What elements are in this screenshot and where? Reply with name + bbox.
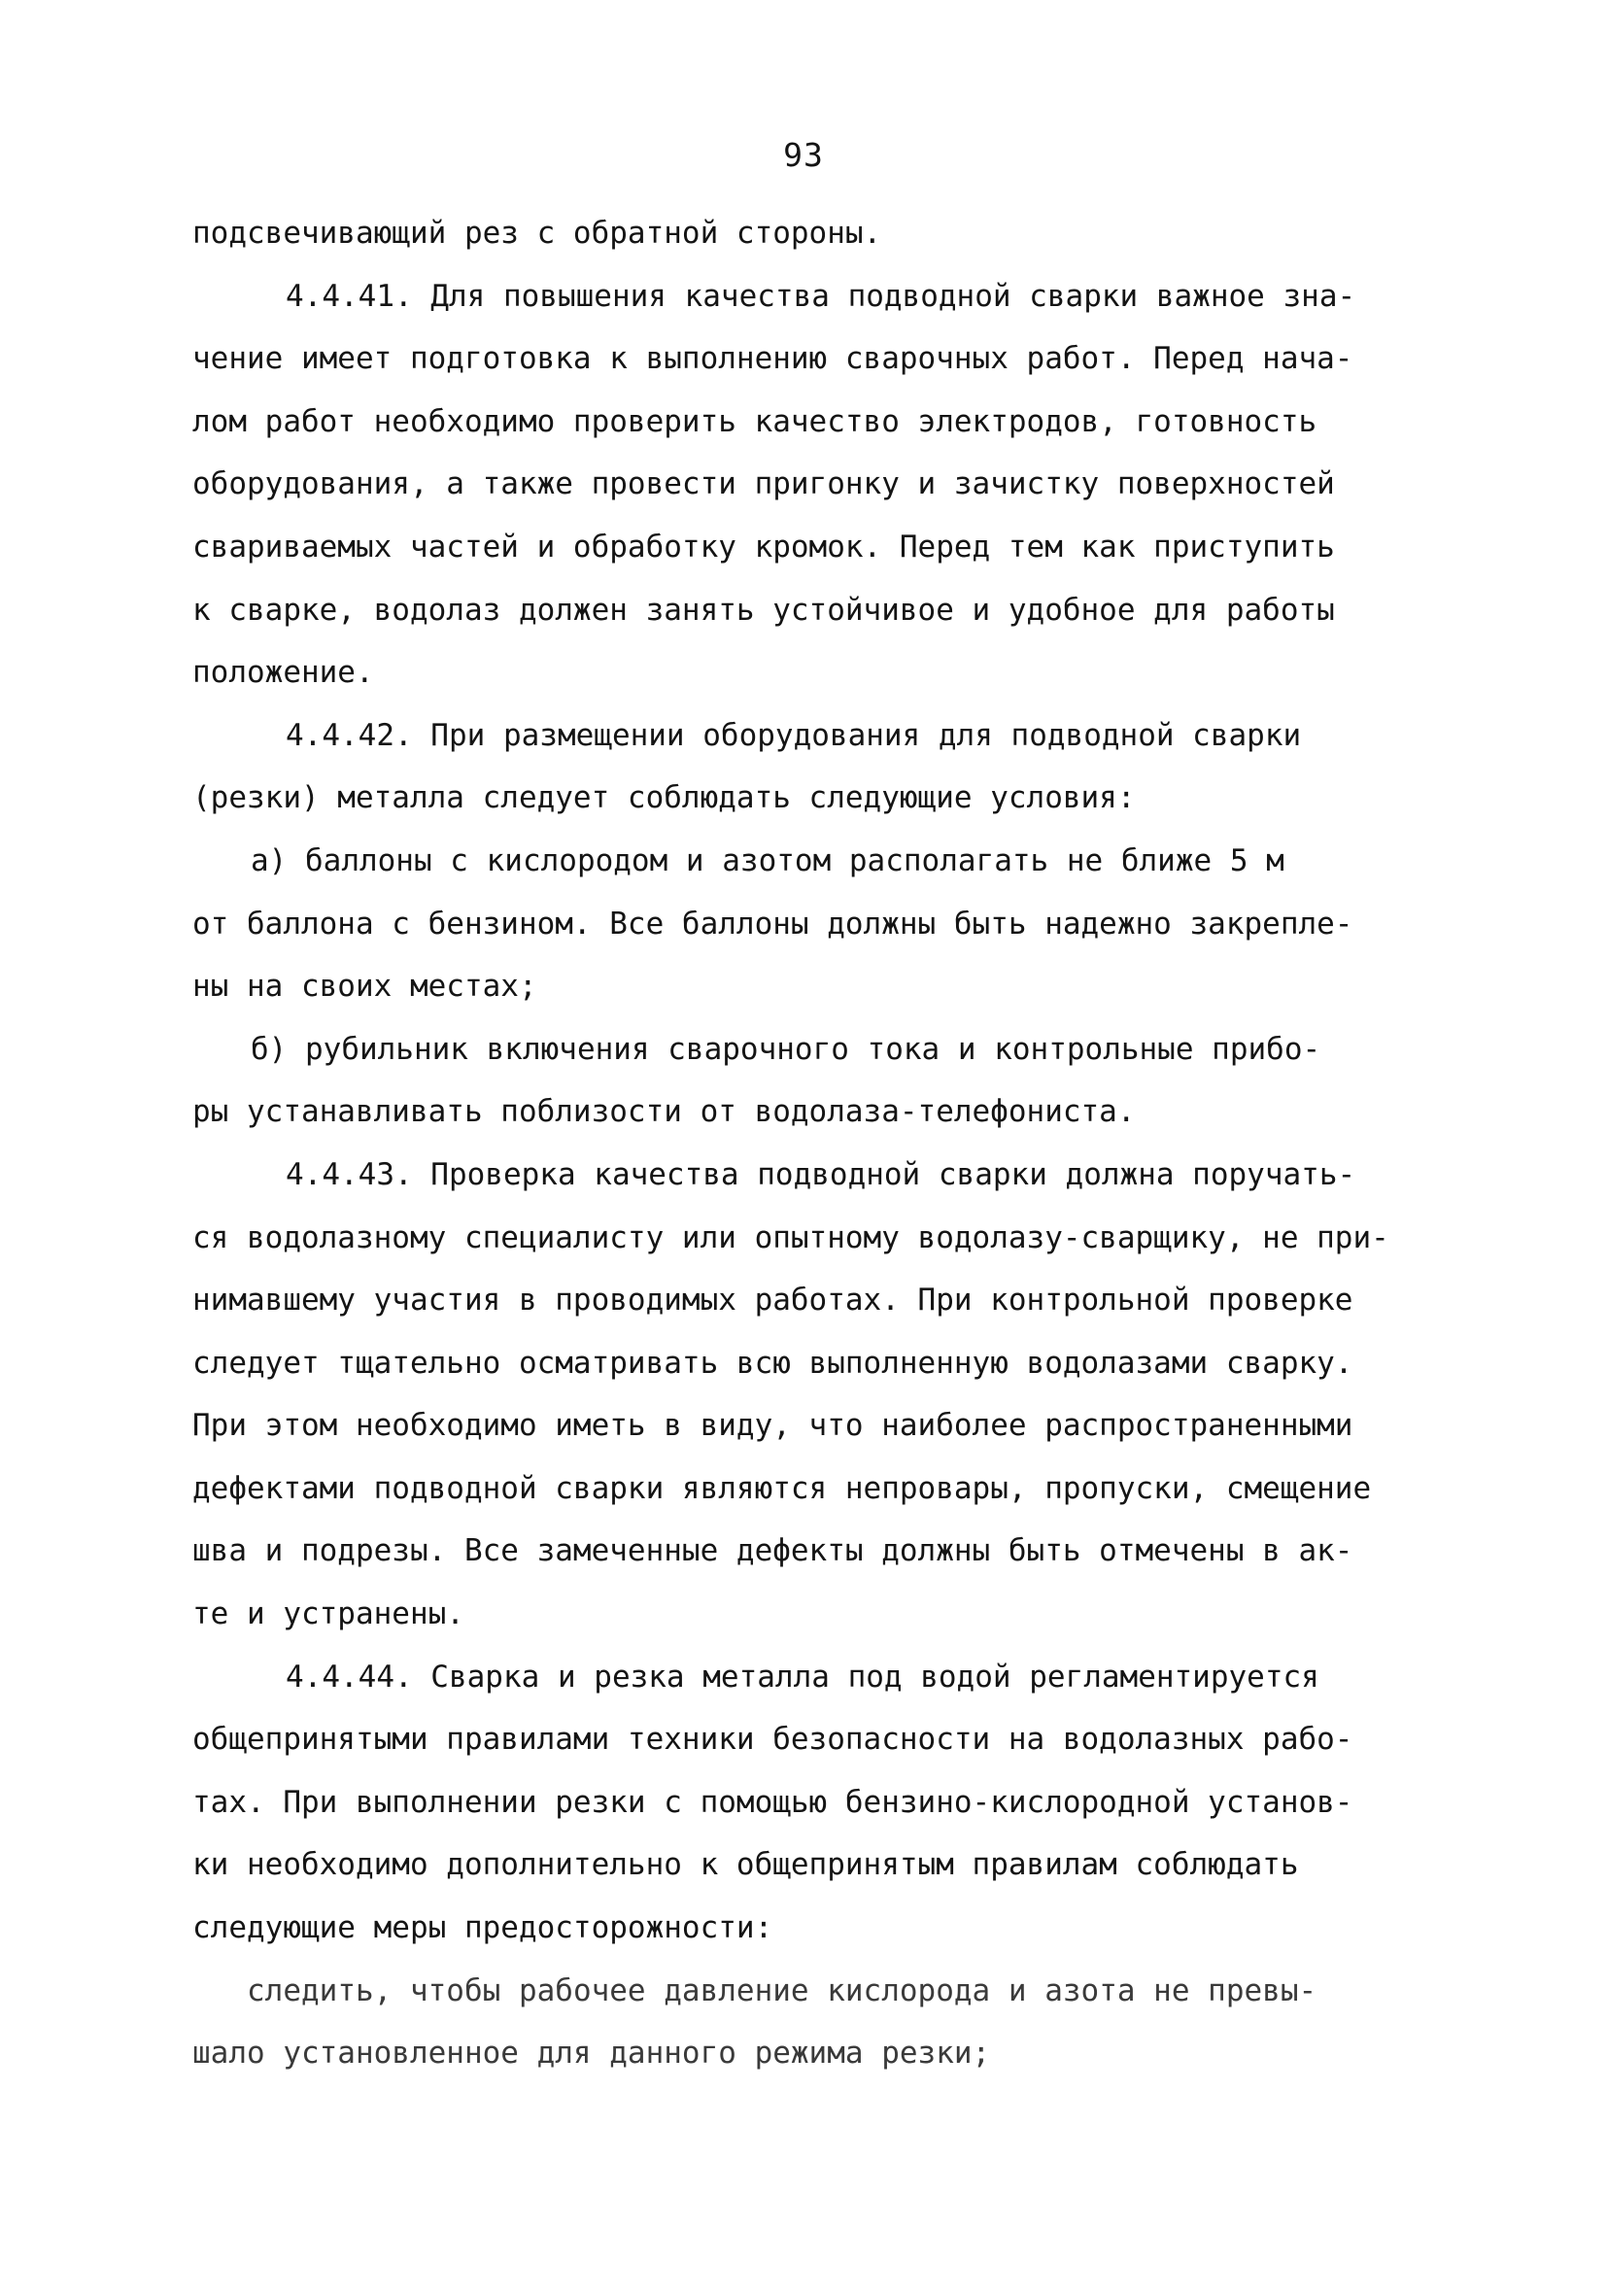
text-line: к сварке, водолаз должен занять устойчивое и удобное для работы [192, 592, 1335, 628]
text-line: шало установленное для данного режима резки; [192, 2036, 991, 2072]
text-line: нимавшему участия в проводимых работах. При контрольной проверке [192, 1283, 1353, 1319]
text-line: следующие меры предосторожности: [192, 1910, 773, 1946]
body-text [192, 202, 1426, 2085]
paragraph-4-4-43-start: 4.4.43. Проверка качества подводной сварки должна поручать- [286, 1156, 1356, 1192]
text-line: подсвечивающий рез с обратной стороны. [192, 216, 882, 251]
text-line: чение имеет подготовка к выполнению сварочных работ. Перед нача- [192, 341, 1353, 377]
text-line: от баллона с бензином. Все баллоны должны быть надежно закрепле- [192, 906, 1353, 942]
page-number: 93 [783, 136, 824, 174]
text-line: дефектами подводной сварки являются непровары, пропуски, смещение [192, 1470, 1372, 1506]
list-item-a: а) баллоны с кислородом и азотом располагать не ближе 5 м [251, 842, 1284, 878]
text-line: ры устанавливать поблизости от водолаза-телефониста. [192, 1094, 1136, 1130]
text-line: ки необходимо дополнительно к общепринятым правилам соблюдать [192, 1847, 1299, 1883]
text-line: лом работ необходимо проверить качество электродов, готовность [192, 403, 1317, 439]
text-line: ся водолазному специалисту или опытному водолазу-сварщику, не при- [192, 1219, 1389, 1255]
text-line: следует тщательно осматривать всю выполненную водолазами сварку. [192, 1345, 1353, 1381]
text-line: (резки) металла следует соблюдать следующие условия: [192, 780, 1136, 816]
text-line: При этом необходимо иметь в виду, что наиболее распространенными [192, 1408, 1353, 1444]
list-item-dash: следить, чтобы рабочее давление кислорода и азота не превы- [247, 1972, 1317, 2008]
text-line: оборудования, а также провести пригонку и зачистку поверхностей [192, 466, 1335, 502]
paragraph-4-4-44-start: 4.4.44. Сварка и резка металла под водой регламентируется [286, 1659, 1319, 1695]
paragraph-4-4-42-start: 4.4.42. При размещении оборудования для подводной сварки [286, 717, 1302, 753]
text-line: положение. [192, 655, 374, 691]
text-line: ны на своих местах; [192, 969, 537, 1005]
text-line: шва и подрезы. Все замеченные дефекты должны быть отмечены в ак- [192, 1533, 1353, 1569]
text-line: свариваемых частей и обработку кромок. Перед тем как приступить [192, 529, 1335, 565]
text-line: тах. При выполнении резки с помощью бензино-кислородной установ- [192, 1784, 1353, 1820]
list-item-b: б) рубильник включения сварочного тока и контрольные прибо- [251, 1031, 1321, 1067]
text-line: общепринятыми правилами техники безопасности на водолазных рабо- [192, 1722, 1353, 1758]
text-line: те и устранены. [192, 1596, 464, 1632]
paragraph-4-4-41-start: 4.4.41. Для повышения качества подводной сварки важное зна- [286, 278, 1356, 314]
